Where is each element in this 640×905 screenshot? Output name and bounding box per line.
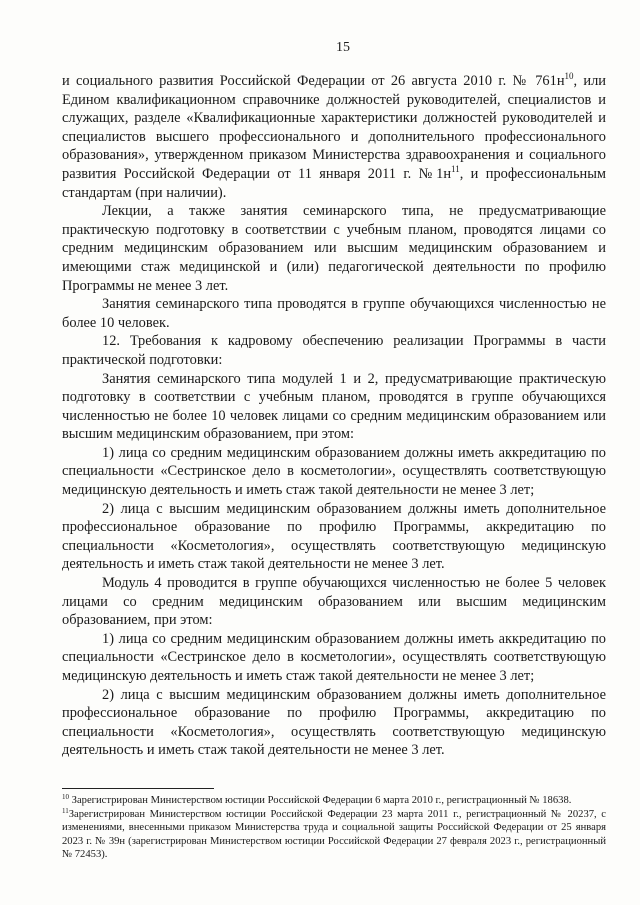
paragraph-seminar-group: Занятия семинарского типа проводятся в группе обучающихся численностью не более 10 человек.: [62, 296, 606, 331]
page-number: 15: [336, 40, 350, 55]
footnote-11: $^{11}$Зарегистрирован Министерством юстиции Российской Федерации 23 марта 2011 г., регистрационный № 20237, с изменениями, внесенными приказом Министерства труда и социальной защиты Российской Федерации от 25 января 2023 г. № 39н (зарегистрирован Министерством юстиции Российской Федерации 27 февраля 2023 г., регистрационный № 72453).: [62, 807, 606, 860]
list-item-2: 2) лица с высшим медицинским образованием должны иметь дополнительное профессиональное образование по профилю Программы, аккредитацию по специальности «Косметология», осуществлять соответствующую медицинскую деятельность и иметь стаж такой деятельности не менее 3 лет.: [62, 500, 606, 573]
paragraph-section-12: 12. Требования к кадровому обеспечению реализации Программы в части практической подготовки:: [62, 333, 606, 368]
paragraph-module-4: Модуль 4 проводится в группе обучающихся численностью не более 5 человек лицами со средним медицинским образованием или высшим медицинским образованием, при этом:: [62, 575, 606, 629]
paragraph-continuation: и социального развития Российской Федерации от 26 августа 2010 г. № $761н^{10}$, или Едином квалификационном справочнике должностей руководителей, специалистов и служащих, разделе «Квалификационные характеристики должностей руководителей и специалистов высшего профессионального и дополнительного профессионального образования», утвержденном приказом Министерства здравоохранения и социального развития Российской Федерации от 11 января 2011 г. $№1н^{11}$, и профессиональным стандартам (при наличии).: [62, 71, 607, 201]
body-text: [62, 72, 606, 760]
footnote-ref-10[interactable]: 10: [564, 71, 574, 81]
paragraph-modules-1-2: Занятия семинарского типа модулей 1 и 2, предусматривающие практическую подготовку в соответствии с учебным планом, проводятся в группе обучающихся численностью не более 10 человек лицами со средним медицинским образованием или высшим медицинским образованием, при этом:: [62, 370, 606, 443]
list-item-1: 1) лица со средним медицинским образованием должны иметь аккредитацию по специальности «Сестринское дело в косметологии», осуществлять соответствующую медицинскую деятельность и иметь стаж такой деятельности не менее 3 лет;: [62, 630, 606, 684]
footnotes: [62, 794, 606, 862]
list-item-1: 1) лица со средним медицинским образованием должны иметь аккредитацию по специальности «Сестринское дело в косметологии», осуществлять соответствующую медицинскую деятельность и иметь стаж такой деятельности не менее 3 лет;: [62, 444, 606, 499]
footnote-10: $^{10}$ Зарегистрирован Министерством юстиции Российской Федерации 6 марта 2010 г., регистрационный № 18638.: [62, 793, 572, 806]
footnote-ref-11[interactable]: 11: [451, 163, 460, 174]
list-item-2: 2) лица с высшим медицинским образованием должны иметь дополнительное профессиональное образование по профилю Программы, аккредитацию по специальности «Косметология», осуществлять соответствующую медицинскую деятельность и иметь стаж такой деятельности не менее 3 лет.: [62, 686, 606, 759]
footnote-divider: [62, 788, 214, 789]
paragraph-lectures: Лекции, а также занятия семинарского типа, не предусматривающие практическую подготовку в соответствии с учебным планом, проводятся лицами со средним медицинским образованием или высшим медицинским образованием и имеющими стаж медицинской и (или) педагогической деятельности по профилю Программы не менее 3 лет.: [62, 203, 606, 294]
